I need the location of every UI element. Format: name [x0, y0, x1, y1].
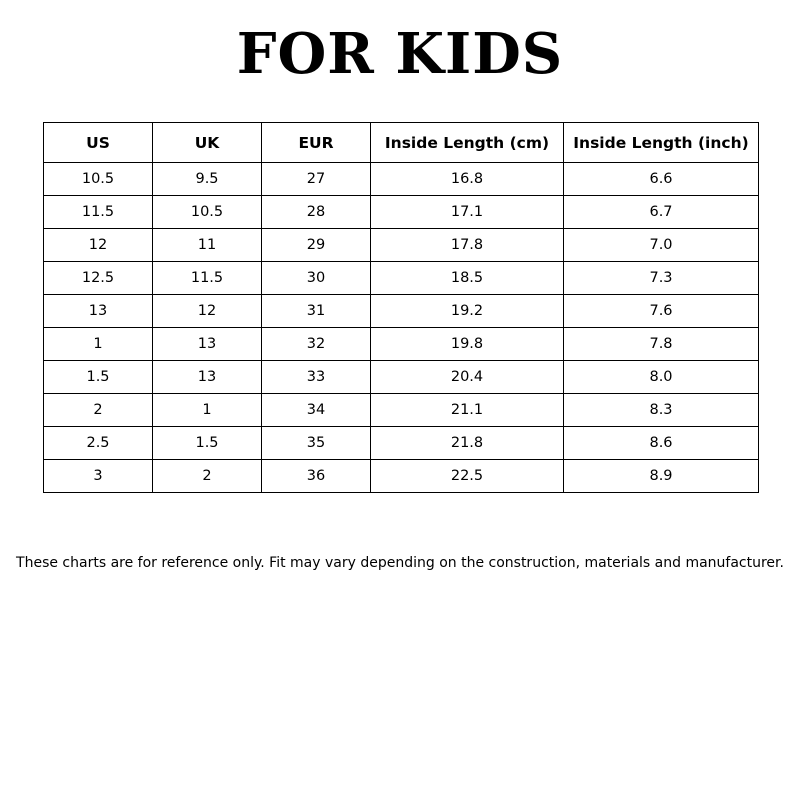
cell-eur: 36 [262, 460, 371, 493]
cell-inside-length-inch: 7.6 [564, 295, 759, 328]
table-row [44, 229, 759, 262]
cell-eur: 28 [262, 196, 371, 229]
column-header-inside-length-inch: Inside Length (inch) [564, 123, 759, 163]
table-row [44, 196, 759, 229]
cell-eur: 34 [262, 394, 371, 427]
cell-us: 11.5 [44, 196, 153, 229]
table-row [44, 262, 759, 295]
cell-uk: 1 [153, 394, 262, 427]
cell-inside-length-inch: 8.6 [564, 427, 759, 460]
table-row [44, 460, 759, 493]
cell-inside-length-cm: 16.8 [371, 163, 564, 196]
cell-us: 1 [44, 328, 153, 361]
cell-inside-length-cm: 17.1 [371, 196, 564, 229]
table-row [44, 427, 759, 460]
cell-us: 2.5 [44, 427, 153, 460]
page-title: FOR KIDS [236, 21, 564, 87]
cell-inside-length-cm: 21.1 [371, 394, 564, 427]
cell-uk: 12 [153, 295, 262, 328]
cell-inside-length-cm: 20.4 [371, 361, 564, 394]
cell-inside-length-cm: 18.5 [371, 262, 564, 295]
cell-inside-length-cm: 19.2 [371, 295, 564, 328]
column-header-uk: UK [153, 123, 262, 163]
cell-inside-length-inch: 7.0 [564, 229, 759, 262]
table-header-row [44, 123, 759, 163]
cell-uk: 1.5 [153, 427, 262, 460]
cell-inside-length-cm: 21.8 [371, 427, 564, 460]
cell-uk: 10.5 [153, 196, 262, 229]
cell-eur: 29 [262, 229, 371, 262]
cell-inside-length-inch: 8.0 [564, 361, 759, 394]
cell-us: 2 [44, 394, 153, 427]
cell-eur: 31 [262, 295, 371, 328]
cell-uk: 13 [153, 328, 262, 361]
cell-eur: 35 [262, 427, 371, 460]
cell-us: 13 [44, 295, 153, 328]
table-row [44, 394, 759, 427]
table-row [44, 361, 759, 394]
column-header-eur: EUR [262, 123, 371, 163]
cell-eur: 27 [262, 163, 371, 196]
cell-uk: 11 [153, 229, 262, 262]
cell-eur: 30 [262, 262, 371, 295]
cell-uk: 11.5 [153, 262, 262, 295]
cell-eur: 32 [262, 328, 371, 361]
cell-us: 12 [44, 229, 153, 262]
cell-inside-length-inch: 6.6 [564, 163, 759, 196]
cell-inside-length-cm: 19.8 [371, 328, 564, 361]
table-row [44, 163, 759, 196]
cell-inside-length-cm: 17.8 [371, 229, 564, 262]
table-row [44, 328, 759, 361]
cell-inside-length-inch: 7.8 [564, 328, 759, 361]
column-header-us: US [44, 123, 153, 163]
cell-inside-length-inch: 8.9 [564, 460, 759, 493]
size-chart-table [43, 122, 759, 493]
cell-inside-length-inch: 6.7 [564, 196, 759, 229]
cell-inside-length-cm: 22.5 [371, 460, 564, 493]
cell-eur: 33 [262, 361, 371, 394]
cell-us: 10.5 [44, 163, 153, 196]
cell-uk: 13 [153, 361, 262, 394]
cell-inside-length-inch: 7.3 [564, 262, 759, 295]
table-row [44, 295, 759, 328]
cell-uk: 2 [153, 460, 262, 493]
cell-us: 1.5 [44, 361, 153, 394]
disclaimer-note: These charts are for reference only. Fit may vary depending on the construction, materials and manufacturer. [16, 555, 784, 571]
column-header-inside-length-cm: Inside Length (cm) [371, 123, 564, 163]
cell-us: 3 [44, 460, 153, 493]
cell-us: 12.5 [44, 262, 153, 295]
cell-inside-length-inch: 8.3 [564, 394, 759, 427]
cell-uk: 9.5 [153, 163, 262, 196]
